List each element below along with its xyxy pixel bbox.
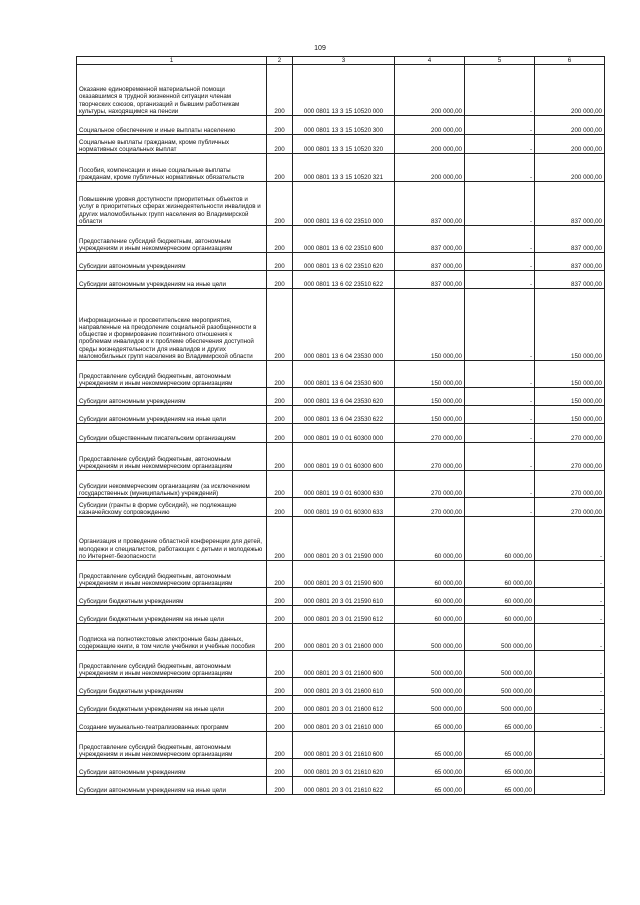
row-amount-col6: 150 000,00 [535,361,605,388]
row-description: Информационные и просветительские мероприятия, направленные на преодоление социальной разобщенности в обществе и формирование позитивного отношения к проблемам инвалидов и к проблеме обеспечения доступной среды жизнедеятельности для инвалидов и других маломобильных групп населения во Владимирской области [77,289,267,361]
row-line-code: 200 [267,226,293,253]
row-amount-approved: 200 000,00 [395,65,465,116]
header-row [77,57,605,65]
row-amount-col6: - [535,561,605,588]
row-amount-col6: 270 000,00 [535,443,605,471]
row-description: Социальные выплаты гражданам, кроме публичных нормативных социальных выплат [77,135,267,154]
row-line-code: 200 [267,406,293,424]
row-description: Повышение уровня доступности приоритетных объектов и услуг в приоритетных сферах жизнедеятельности инвалидов и других маломобильных групп населения во Владимирской области [77,182,267,226]
row-description: Оказание единовременной материальной помощи оказавшимся в трудной жизненной ситуации членам творческих союзов, организаций и бывшим работникам культуры, находящимся на пенсии [77,65,267,116]
row-budget-code: 000 0801 13 6 04 23530 000 [293,289,395,361]
row-line-code: 200 [267,135,293,154]
row-amount-approved: 200 000,00 [395,116,465,135]
row-line-code: 200 [267,588,293,606]
row-line-code: 200 [267,271,293,289]
row-amount-col5: - [465,271,535,289]
row-budget-code: 000 0801 13 6 04 23530 620 [293,388,395,406]
row-amount-col5: 60 000,00 [465,606,535,624]
row-amount-col5: 500 000,00 [465,624,535,651]
row-line-code: 200 [267,714,293,732]
row-amount-col5: - [465,253,535,271]
row-amount-col5: 500 000,00 [465,696,535,714]
row-line-code: 200 [267,732,293,759]
row-amount-approved: 270 000,00 [395,498,465,517]
row-line-code: 200 [267,678,293,696]
row-amount-col6: - [535,606,605,624]
row-description: Субсидии автономным учреждениям на иные цели [77,777,267,795]
row-amount-col5: - [465,116,535,135]
row-description: Субсидии некоммерческим организациям (за исключением государственных (муниципальных) учреждений) [77,471,267,498]
table-row [77,606,605,624]
row-budget-code: 000 0801 13 3 15 10520 320 [293,135,395,154]
table-row [77,271,605,289]
row-line-code: 200 [267,696,293,714]
row-amount-approved: 500 000,00 [395,624,465,651]
row-description: Создание музыкально-театрализованных программ [77,714,267,732]
row-budget-code: 000 0801 20 3 01 21600 610 [293,678,395,696]
row-line-code: 200 [267,498,293,517]
row-amount-approved: 65 000,00 [395,777,465,795]
row-description: Предоставление субсидий бюджетным, автономным учреждениям и иным некоммерческим организациям [77,443,267,471]
table-row [77,65,605,116]
row-amount-col5: - [465,471,535,498]
table-row [77,498,605,517]
row-line-code: 200 [267,471,293,498]
row-budget-code: 000 0801 19 0 01 60300 633 [293,498,395,517]
row-budget-code: 000 0801 13 3 15 10520 321 [293,154,395,182]
table-row [77,289,605,361]
row-amount-col6: - [535,777,605,795]
row-amount-col6: 200 000,00 [535,154,605,182]
row-amount-col6: - [535,588,605,606]
row-description: Субсидии автономным учреждениям [77,253,267,271]
column-header-5: 5 [465,57,535,65]
row-amount-approved: 837 000,00 [395,253,465,271]
column-header-1: 1 [77,57,267,65]
row-line-code: 200 [267,651,293,678]
table-row [77,388,605,406]
column-header-2: 2 [267,57,293,65]
row-description: Субсидии бюджетным учреждениям на иные цели [77,606,267,624]
row-amount-col6: 200 000,00 [535,65,605,116]
row-amount-col6: - [535,624,605,651]
row-amount-col6: 270 000,00 [535,471,605,498]
row-amount-col5: 65 000,00 [465,759,535,777]
row-description: Субсидии автономным учреждениям на иные цели [77,406,267,424]
row-amount-col6: 837 000,00 [535,253,605,271]
row-line-code: 200 [267,777,293,795]
row-budget-code: 000 0801 19 0 01 60300 000 [293,424,395,443]
row-budget-code: 000 0801 13 6 02 23510 620 [293,253,395,271]
row-amount-approved: 150 000,00 [395,289,465,361]
row-budget-code: 000 0801 13 6 02 23510 622 [293,271,395,289]
row-line-code: 200 [267,759,293,777]
row-amount-col5: 500 000,00 [465,678,535,696]
row-amount-col5: - [465,361,535,388]
row-description: Субсидии автономным учреждениям [77,759,267,777]
row-line-code: 200 [267,289,293,361]
row-budget-code: 000 0801 20 3 01 21590 612 [293,606,395,624]
table-row [77,406,605,424]
table-row [77,588,605,606]
row-amount-approved: 837 000,00 [395,182,465,226]
table-row [77,116,605,135]
row-amount-col5: 65 000,00 [465,714,535,732]
table-row [77,732,605,759]
row-line-code: 200 [267,424,293,443]
row-amount-approved: 837 000,00 [395,226,465,253]
row-amount-approved: 60 000,00 [395,588,465,606]
row-budget-code: 000 0801 13 6 04 23530 600 [293,361,395,388]
row-line-code: 200 [267,624,293,651]
row-amount-approved: 500 000,00 [395,678,465,696]
row-line-code: 200 [267,388,293,406]
row-amount-col6: - [535,517,605,561]
row-amount-approved: 65 000,00 [395,732,465,759]
row-amount-approved: 60 000,00 [395,517,465,561]
row-amount-col5: 60 000,00 [465,517,535,561]
page-number: 109 [314,45,326,52]
row-amount-col5: 60 000,00 [465,561,535,588]
table-row [77,696,605,714]
row-budget-code: 000 0801 20 3 01 21610 622 [293,777,395,795]
row-description: Предоставление субсидий бюджетным, автономным учреждениям и иным некоммерческим организациям [77,561,267,588]
row-description: Предоставление субсидий бюджетным, автономным учреждениям и иным некоммерческим организациям [77,226,267,253]
row-description: Пособия, компенсации и иные социальные выплаты гражданам, кроме публичных нормативных обязательств [77,154,267,182]
row-amount-col6: - [535,678,605,696]
table-row [77,714,605,732]
row-line-code: 200 [267,116,293,135]
column-header-4: 4 [395,57,465,65]
table-row [77,561,605,588]
row-description: Предоставление субсидий бюджетным, автономным учреждениям и иным некоммерческим организациям [77,651,267,678]
row-amount-approved: 60 000,00 [395,606,465,624]
row-description: Социальное обеспечение и иные выплаты населению [77,116,267,135]
table-row [77,471,605,498]
row-description: Предоставление субсидий бюджетным, автономным учреждениям и иным некоммерческим организациям [77,361,267,388]
table-row [77,154,605,182]
table-row [77,777,605,795]
row-line-code: 200 [267,361,293,388]
row-budget-code: 000 0801 20 3 01 21610 620 [293,759,395,777]
row-budget-code: 000 0801 20 3 01 21600 000 [293,624,395,651]
row-amount-col5: - [465,182,535,226]
row-description: Субсидии (гранты в форме субсидий), не подлежащие казначейскому сопровождению [77,498,267,517]
row-amount-col6: 837 000,00 [535,226,605,253]
row-budget-code: 000 0801 13 3 15 10520 000 [293,65,395,116]
row-budget-code: 000 0801 20 3 01 21600 612 [293,696,395,714]
row-amount-col6: 270 000,00 [535,498,605,517]
table-row [77,624,605,651]
row-line-code: 200 [267,253,293,271]
row-amount-col5: - [465,388,535,406]
table-row [77,424,605,443]
row-budget-code: 000 0801 20 3 01 21600 600 [293,651,395,678]
row-amount-approved: 500 000,00 [395,651,465,678]
row-budget-code: 000 0801 13 6 04 23530 622 [293,406,395,424]
row-amount-approved: 150 000,00 [395,361,465,388]
row-description: Субсидии бюджетным учреждениям на иные цели [77,696,267,714]
table-row [77,759,605,777]
row-amount-col5: - [465,424,535,443]
row-amount-col6: 150 000,00 [535,388,605,406]
table-row [77,678,605,696]
row-amount-col5: 60 000,00 [465,588,535,606]
row-amount-col6: - [535,651,605,678]
table-row [77,361,605,388]
row-budget-code: 000 0801 19 0 01 60300 630 [293,471,395,498]
row-amount-approved: 65 000,00 [395,759,465,777]
row-amount-col5: 65 000,00 [465,777,535,795]
row-amount-approved: 150 000,00 [395,388,465,406]
row-amount-col6: - [535,732,605,759]
row-budget-code: 000 0801 13 6 02 23510 600 [293,226,395,253]
row-budget-code: 000 0801 20 3 01 21590 000 [293,517,395,561]
row-amount-col5: - [465,65,535,116]
row-amount-col6: - [535,759,605,777]
table-row [77,182,605,226]
row-amount-col5: 500 000,00 [465,651,535,678]
row-budget-code: 000 0801 20 3 01 21610 600 [293,732,395,759]
table-row [77,135,605,154]
row-amount-col6: 150 000,00 [535,406,605,424]
row-amount-col5: - [465,154,535,182]
row-amount-approved: 837 000,00 [395,271,465,289]
row-budget-code: 000 0801 20 3 01 21590 610 [293,588,395,606]
row-budget-code: 000 0801 13 6 02 23510 000 [293,182,395,226]
row-line-code: 200 [267,154,293,182]
column-header-6: 6 [535,57,605,65]
row-amount-col6: 150 000,00 [535,289,605,361]
row-amount-col6: 837 000,00 [535,271,605,289]
row-amount-approved: 60 000,00 [395,561,465,588]
row-line-code: 200 [267,606,293,624]
row-amount-col5: 65 000,00 [465,732,535,759]
row-description: Предоставление субсидий бюджетным, автономным учреждениям и иным некоммерческим организациям [77,732,267,759]
table-row [77,253,605,271]
table-row [77,651,605,678]
row-amount-col6: 200 000,00 [535,135,605,154]
table-row [77,443,605,471]
row-budget-code: 000 0801 20 3 01 21610 000 [293,714,395,732]
row-amount-approved: 200 000,00 [395,154,465,182]
row-amount-col6: - [535,696,605,714]
row-line-code: 200 [267,517,293,561]
row-amount-col6: - [535,714,605,732]
table-row [77,226,605,253]
row-budget-code: 000 0801 19 0 01 60300 600 [293,443,395,471]
row-line-code: 200 [267,182,293,226]
row-description: Организация и проведение областной конференции для детей, молодежи и специалистов, работающих с детьми и молодежью по Интернет-безопасности [77,517,267,561]
row-amount-approved: 270 000,00 [395,471,465,498]
row-amount-col6: 200 000,00 [535,116,605,135]
row-description: Субсидии бюджетным учреждениям [77,588,267,606]
row-amount-col6: 837 000,00 [535,182,605,226]
row-description: Субсидии автономным учреждениям на иные цели [77,271,267,289]
row-amount-col5: - [465,443,535,471]
row-amount-col5: - [465,406,535,424]
row-line-code: 200 [267,443,293,471]
row-description: Подписка на полнотекстовые электронные базы данных, содержащие книги, в том числе учебники и учебные пособия [77,624,267,651]
row-description: Субсидии бюджетным учреждениям [77,678,267,696]
row-description: Субсидии автономным учреждениям [77,388,267,406]
column-header-3: 3 [293,57,395,65]
row-amount-col6: 270 000,00 [535,424,605,443]
row-amount-approved: 270 000,00 [395,443,465,471]
row-amount-approved: 500 000,00 [395,696,465,714]
row-amount-col5: - [465,135,535,154]
row-amount-approved: 150 000,00 [395,406,465,424]
row-line-code: 200 [267,65,293,116]
row-description: Субсидии общественным писательским организациям [77,424,267,443]
row-line-code: 200 [267,561,293,588]
row-amount-col5: - [465,498,535,517]
row-budget-code: 000 0801 13 3 15 10520 300 [293,116,395,135]
row-budget-code: 000 0801 20 3 01 21590 600 [293,561,395,588]
row-amount-col5: - [465,226,535,253]
budget-table [76,56,605,795]
row-amount-approved: 65 000,00 [395,714,465,732]
row-amount-approved: 270 000,00 [395,424,465,443]
row-amount-col5: - [465,289,535,361]
table-row [77,517,605,561]
row-amount-approved: 200 000,00 [395,135,465,154]
